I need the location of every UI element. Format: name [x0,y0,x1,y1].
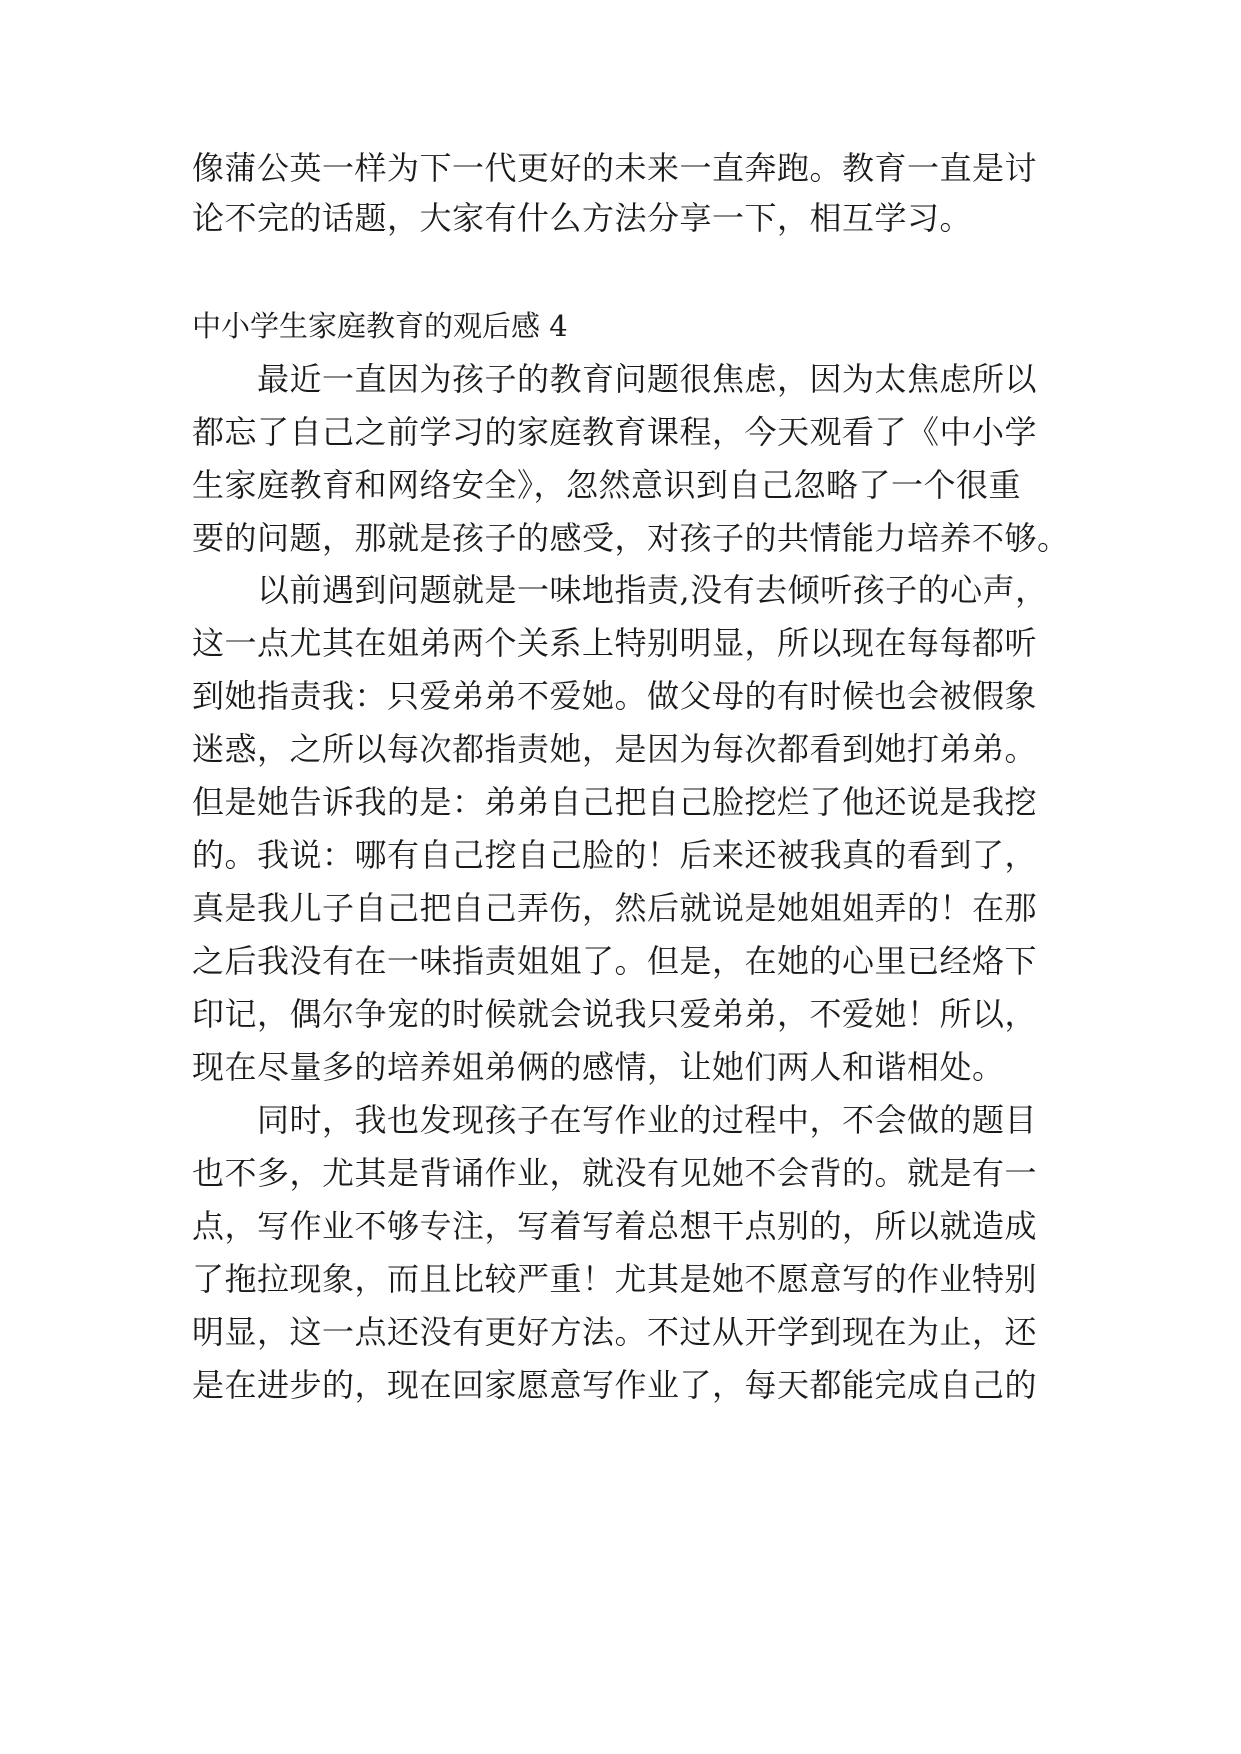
body-line: 到她指责我：只爱弟弟不爱她。做父母的有时候也会被假象 [192,677,1038,715]
intro-line: 像蒲公英一样为下一代更好的未来一直奔跑。教育一直是讨 [192,149,1038,187]
body-line: 也不多，尤其是背诵作业，就没有见她不会背的。就是有一 [192,1154,1038,1192]
body-line: 之后我没有在一味指责姐姐了。但是，在她的心里已经烙下 [192,942,1038,980]
body-line: 要的问题，那就是孩子的感受，对孩子的共情能力培养不够。 [192,519,1070,557]
body-line: 的。我说：哪有自己挖自己脸的！后来还被我真的看到了， [192,836,1038,874]
body-line: 迷惑，之所以每次都指责她，是因为每次都看到她打弟弟。 [192,730,1038,768]
body-line: 但是她告诉我的是：弟弟自己把自己脸挖烂了他还说是我挖 [192,783,1038,821]
body-line: 点，写作业不够专注，写着写着总想干点别的，所以就造成 [192,1207,1038,1245]
body-line: 是在进步的，现在回家愿意写作业了，每天都能完成自己的 [192,1366,1038,1404]
body-line: 了拖拉现象，而且比较严重！尤其是她不愿意写的作业特别 [192,1260,1038,1298]
body-line: 现在尽量多的培养姐弟俩的感情，让她们两人和谐相处。 [192,1048,1005,1086]
body-line: 生家庭教育和网络安全》，忽然意识到自己忽略了一个很重 [192,466,1022,504]
body-line: 明显，这一点还没有更好方法。不过从开学到现在为止，还 [192,1313,1038,1351]
body-line: 这一点尤其在姐弟两个关系上特别明显，所以现在每每都听 [192,624,1038,662]
body-line: 同时，我也发现孩子在写作业的过程中，不会做的题目 [192,1101,1038,1139]
body-line: 都忘了自己之前学习的家庭教育课程，今天观看了《中小学 [192,413,1038,451]
body-line: 最近一直因为孩子的教育问题很焦虑，因为太焦虑所以 [192,360,1038,398]
body-line: 以前遇到问题就是一味地指责,没有去倾听孩子的心声， [192,571,1048,609]
body-line: 印记，偶尔争宠的时候就会说我只爱弟弟，不爱她！所以， [192,995,1038,1033]
body-line: 真是我儿子自己把自己弄伤，然后就说是她姐姐弄的！在那 [192,889,1038,927]
intro-line: 论不完的话题，大家有什么方法分享一下，相互学习。 [192,199,973,237]
section-title: 中小学生家庭教育的观后感 4 [192,309,568,343]
